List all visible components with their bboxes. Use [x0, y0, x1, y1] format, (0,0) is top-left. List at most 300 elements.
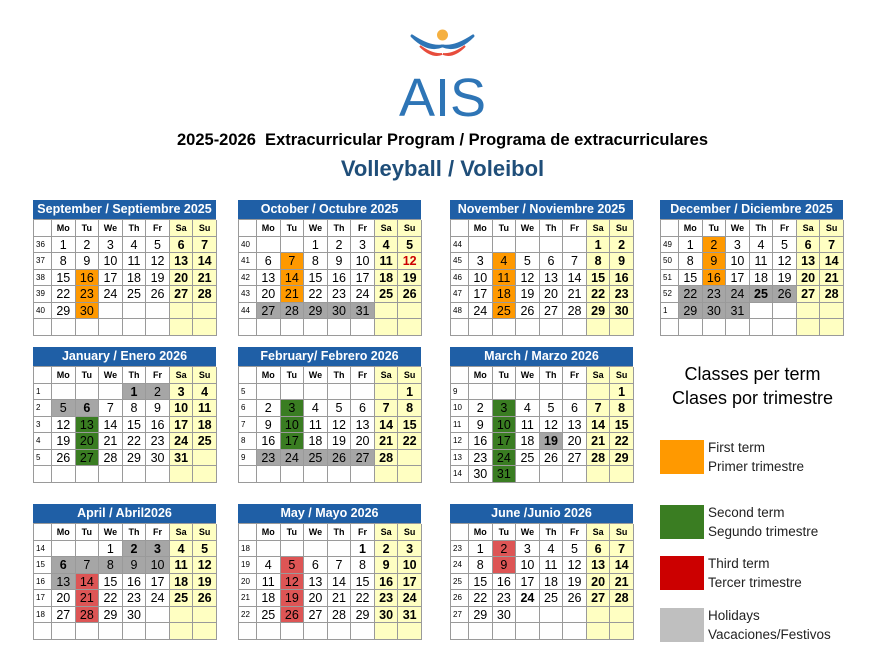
empty-cell: [281, 319, 305, 336]
day-cell: 16: [146, 417, 170, 434]
day-cell: 11: [375, 253, 399, 270]
day-cell: 8: [304, 253, 328, 270]
day-cell: 21: [328, 590, 352, 607]
day-cell: 11: [123, 253, 147, 270]
day-cell: 3: [170, 384, 194, 401]
week-number: 49: [661, 237, 679, 254]
empty-cell: [52, 541, 76, 558]
day-cell: 4: [170, 541, 194, 558]
week-number: 42: [239, 270, 257, 287]
day-cell: 14: [610, 557, 634, 574]
empty-cell: [99, 303, 123, 320]
empty-cell: [773, 319, 797, 336]
empty-cell: [328, 623, 352, 640]
day-cell: 26: [146, 286, 170, 303]
day-cell: 26: [398, 286, 422, 303]
day-cell: 20: [587, 574, 611, 591]
day-cell: 2: [328, 237, 352, 254]
weekday-header: Th: [540, 220, 564, 237]
week-number: 40: [239, 237, 257, 254]
day-cell: 19: [540, 433, 564, 450]
empty-cell: [76, 319, 100, 336]
week-number-header: [239, 367, 257, 384]
day-cell: 21: [375, 433, 399, 450]
day-cell: 2: [493, 541, 517, 558]
weekday-header: Tu: [76, 524, 100, 541]
day-cell: 19: [328, 433, 352, 450]
day-cell: 28: [820, 286, 844, 303]
week-number: 15: [34, 557, 52, 574]
day-cell: 1: [469, 541, 493, 558]
day-cell: 9: [76, 253, 100, 270]
empty-cell: [281, 623, 305, 640]
day-cell: 10: [146, 557, 170, 574]
empty-cell: [540, 237, 564, 254]
day-cell: 13: [587, 557, 611, 574]
day-cell: 20: [351, 433, 375, 450]
day-cell: 20: [52, 590, 76, 607]
day-cell: 16: [328, 270, 352, 287]
day-cell: 30: [328, 303, 352, 320]
empty-cell: [304, 384, 328, 401]
day-cell: 28: [587, 450, 611, 467]
weekday-header: Th: [540, 367, 564, 384]
day-cell: 13: [304, 574, 328, 591]
day-cell: 18: [540, 574, 564, 591]
week-number: 14: [34, 541, 52, 558]
empty-cell: [516, 237, 540, 254]
day-cell: 30: [469, 466, 493, 483]
day-cell: 2: [375, 541, 399, 558]
day-cell: 27: [52, 607, 76, 624]
day-cell: 14: [587, 417, 611, 434]
empty-cell: [257, 466, 281, 483]
day-cell: 7: [99, 400, 123, 417]
week-number: 1: [661, 303, 679, 320]
day-cell: 22: [469, 590, 493, 607]
weekday-header: Sa: [375, 220, 399, 237]
weekday-header: Th: [123, 524, 147, 541]
day-cell: 26: [328, 450, 352, 467]
day-cell: 26: [193, 590, 217, 607]
legend-label: First term: [708, 440, 765, 455]
week-number: 50: [661, 253, 679, 270]
day-cell: 15: [610, 417, 634, 434]
day-cell: 6: [170, 237, 194, 254]
day-cell: 26: [516, 303, 540, 320]
month-header: September / Septiembre 2025: [33, 200, 216, 219]
empty-cell: [257, 541, 281, 558]
day-cell: 28: [193, 286, 217, 303]
empty-cell: [398, 450, 422, 467]
day-cell: 28: [375, 450, 399, 467]
legend-swatch-first-term: [660, 440, 704, 474]
week-number: 23: [451, 541, 469, 558]
day-cell: 22: [52, 286, 76, 303]
day-cell: 23: [76, 286, 100, 303]
empty-cell: [328, 466, 352, 483]
day-cell: 22: [99, 590, 123, 607]
empty-cell: [375, 303, 399, 320]
day-cell: 5: [146, 237, 170, 254]
month-grid: [450, 219, 633, 336]
day-cell: 4: [750, 237, 774, 254]
week-number: 10: [451, 400, 469, 417]
day-cell: 4: [516, 400, 540, 417]
day-cell: 25: [257, 607, 281, 624]
page-subtitle: Volleyball / Voleibol: [340, 156, 545, 181]
empty-cell: [351, 319, 375, 336]
day-cell: 18: [516, 433, 540, 450]
empty-cell: [398, 466, 422, 483]
legend-swatch-second-term: [660, 505, 704, 539]
month-calendar: [33, 504, 216, 640]
week-number: 1: [34, 384, 52, 401]
legend-label: Tercer trimestre: [708, 575, 802, 590]
day-cell: 4: [540, 541, 564, 558]
week-number-header: [34, 524, 52, 541]
day-cell: 30: [703, 303, 727, 320]
day-cell: 4: [304, 400, 328, 417]
week-number: [661, 319, 679, 336]
empty-cell: [398, 319, 422, 336]
month-header: November / Noviembre 2025: [450, 200, 633, 219]
day-cell: 25: [516, 450, 540, 467]
month-header: December / Diciembre 2025: [660, 200, 843, 219]
day-cell: 17: [493, 433, 517, 450]
empty-cell: [52, 623, 76, 640]
day-cell: 1: [99, 541, 123, 558]
day-cell: 8: [587, 253, 611, 270]
day-cell: 26: [52, 450, 76, 467]
weekday-header: Th: [328, 367, 352, 384]
day-cell: 24: [726, 286, 750, 303]
month-header: January / Enero 2026: [33, 347, 216, 366]
empty-cell: [516, 623, 540, 640]
empty-cell: [170, 607, 194, 624]
day-cell: 23: [257, 450, 281, 467]
empty-cell: [563, 623, 587, 640]
day-cell: 12: [563, 557, 587, 574]
day-cell: 7: [328, 557, 352, 574]
day-cell: 2: [610, 237, 634, 254]
day-cell: 27: [587, 590, 611, 607]
day-cell: 13: [52, 574, 76, 591]
week-number: [34, 319, 52, 336]
week-number: 44: [451, 237, 469, 254]
weekday-header: Mo: [52, 367, 76, 384]
empty-cell: [820, 319, 844, 336]
day-cell: 3: [469, 253, 493, 270]
month-header: June /Junio 2026: [450, 504, 633, 523]
day-cell: 28: [328, 607, 352, 624]
empty-cell: [540, 623, 564, 640]
day-cell: 7: [587, 400, 611, 417]
day-cell: 3: [398, 541, 422, 558]
weekday-header: Fr: [351, 524, 375, 541]
day-cell: 11: [170, 557, 194, 574]
day-cell: 22: [304, 286, 328, 303]
legend-swatch-holidays: [660, 608, 704, 642]
weekday-header: Mo: [469, 524, 493, 541]
day-cell: 19: [563, 574, 587, 591]
empty-cell: [99, 623, 123, 640]
page-title: 2025-2026 Extracurricular Program / Programa de extracurriculares: [176, 131, 709, 149]
empty-cell: [99, 319, 123, 336]
empty-cell: [610, 466, 634, 483]
day-cell: 27: [540, 303, 564, 320]
day-cell: 9: [375, 557, 399, 574]
empty-cell: [281, 466, 305, 483]
day-cell: 19: [281, 590, 305, 607]
day-cell: 27: [351, 450, 375, 467]
day-cell: 6: [52, 557, 76, 574]
day-cell: 29: [99, 607, 123, 624]
day-cell: 16: [76, 270, 100, 287]
empty-cell: [123, 303, 147, 320]
empty-cell: [493, 623, 517, 640]
empty-cell: [170, 623, 194, 640]
day-cell: 3: [281, 400, 305, 417]
month-header: March / Marzo 2026: [450, 347, 633, 366]
day-cell: 23: [493, 590, 517, 607]
empty-cell: [679, 319, 703, 336]
day-cell: 19: [516, 286, 540, 303]
day-cell: 13: [170, 253, 194, 270]
empty-cell: [820, 303, 844, 320]
week-number: [34, 623, 52, 640]
day-cell: 17: [726, 270, 750, 287]
weekday-header: Mo: [52, 524, 76, 541]
month-grid: [33, 523, 216, 640]
empty-cell: [328, 319, 352, 336]
day-cell: 2: [146, 384, 170, 401]
weekday-header: Mo: [679, 220, 703, 237]
day-cell: 28: [610, 590, 634, 607]
legend-item-first-term: [660, 440, 850, 480]
day-cell: 5: [540, 400, 564, 417]
empty-cell: [304, 466, 328, 483]
day-cell: 25: [193, 433, 217, 450]
weekday-header: Su: [610, 220, 634, 237]
empty-cell: [587, 384, 611, 401]
day-cell: 7: [563, 253, 587, 270]
month-grid: [238, 366, 421, 483]
empty-cell: [281, 237, 305, 254]
day-cell: 15: [99, 574, 123, 591]
empty-cell: [587, 319, 611, 336]
empty-cell: [750, 303, 774, 320]
day-cell: 5: [516, 253, 540, 270]
day-cell: 25: [493, 303, 517, 320]
day-cell: 6: [76, 400, 100, 417]
empty-cell: [99, 384, 123, 401]
weekday-header: We: [99, 367, 123, 384]
week-number: [34, 466, 52, 483]
weekday-header: Mo: [257, 220, 281, 237]
legend-label: Vacaciones/Festivos: [708, 627, 831, 642]
empty-cell: [469, 319, 493, 336]
weekday-header: Su: [398, 524, 422, 541]
empty-cell: [398, 303, 422, 320]
day-cell: 9: [257, 417, 281, 434]
day-cell: 12: [398, 253, 422, 270]
empty-cell: [610, 607, 634, 624]
week-number: 46: [451, 270, 469, 287]
legend-label: Segundo trimestre: [708, 524, 819, 539]
empty-cell: [304, 541, 328, 558]
day-cell: 8: [398, 400, 422, 417]
day-cell: 20: [257, 286, 281, 303]
week-number-header: [451, 220, 469, 237]
weekday-header: We: [726, 220, 750, 237]
empty-cell: [540, 319, 564, 336]
weekday-header: Su: [398, 220, 422, 237]
weekday-header: We: [304, 524, 328, 541]
day-cell: 17: [516, 574, 540, 591]
day-cell: 30: [146, 450, 170, 467]
week-number: 44: [239, 303, 257, 320]
week-number-header: [451, 367, 469, 384]
day-cell: 25: [540, 590, 564, 607]
empty-cell: [469, 623, 493, 640]
day-cell: 18: [375, 270, 399, 287]
week-number: 20: [239, 574, 257, 591]
empty-cell: [351, 384, 375, 401]
day-cell: 22: [587, 286, 611, 303]
day-cell: 28: [76, 607, 100, 624]
day-cell: 24: [469, 303, 493, 320]
legend-item-holidays: [660, 608, 850, 648]
empty-cell: [540, 384, 564, 401]
day-cell: 24: [493, 450, 517, 467]
day-cell: 21: [76, 590, 100, 607]
day-cell: 4: [375, 237, 399, 254]
day-cell: 28: [563, 303, 587, 320]
day-cell: 8: [679, 253, 703, 270]
empty-cell: [726, 319, 750, 336]
week-number: 27: [451, 607, 469, 624]
day-cell: 15: [123, 417, 147, 434]
day-cell: 10: [516, 557, 540, 574]
day-cell: 29: [52, 303, 76, 320]
day-cell: 7: [820, 237, 844, 254]
weekday-header: Mo: [52, 220, 76, 237]
month-grid: [450, 523, 633, 640]
weekday-header: Sa: [797, 220, 821, 237]
day-cell: 15: [52, 270, 76, 287]
month-grid: [33, 219, 216, 336]
week-number: 3: [34, 417, 52, 434]
day-cell: 31: [398, 607, 422, 624]
day-cell: 24: [398, 590, 422, 607]
day-cell: 20: [170, 270, 194, 287]
empty-cell: [540, 466, 564, 483]
weekday-header: We: [516, 220, 540, 237]
empty-cell: [146, 607, 170, 624]
week-number: 5: [34, 450, 52, 467]
day-cell: 1: [52, 237, 76, 254]
day-cell: 12: [773, 253, 797, 270]
month-calendar: [238, 200, 421, 336]
day-cell: 12: [52, 417, 76, 434]
week-number: 9: [239, 450, 257, 467]
weekday-header: Sa: [170, 524, 194, 541]
day-cell: 22: [398, 433, 422, 450]
day-cell: 1: [587, 237, 611, 254]
day-cell: 23: [146, 433, 170, 450]
day-cell: 25: [123, 286, 147, 303]
month-grid: [33, 366, 216, 483]
empty-cell: [76, 623, 100, 640]
week-number: 22: [239, 607, 257, 624]
day-cell: 9: [469, 417, 493, 434]
month-grid: [660, 219, 843, 336]
day-cell: 20: [304, 590, 328, 607]
day-cell: 13: [76, 417, 100, 434]
day-cell: 15: [679, 270, 703, 287]
day-cell: 8: [52, 253, 76, 270]
day-cell: 9: [123, 557, 147, 574]
day-cell: 18: [750, 270, 774, 287]
empty-cell: [493, 384, 517, 401]
day-cell: 27: [304, 607, 328, 624]
empty-cell: [587, 623, 611, 640]
weekday-header: Tu: [281, 220, 305, 237]
empty-cell: [52, 319, 76, 336]
week-number: 18: [239, 541, 257, 558]
day-cell: 30: [76, 303, 100, 320]
week-number-header: [239, 524, 257, 541]
day-cell: 25: [750, 286, 774, 303]
day-cell: 14: [193, 253, 217, 270]
empty-cell: [52, 466, 76, 483]
day-cell: 2: [123, 541, 147, 558]
empty-cell: [516, 607, 540, 624]
weekday-header: Tu: [703, 220, 727, 237]
day-cell: 23: [610, 286, 634, 303]
weekday-header: We: [516, 524, 540, 541]
day-cell: 14: [820, 253, 844, 270]
week-number: 36: [34, 237, 52, 254]
day-cell: 18: [170, 574, 194, 591]
week-number: 25: [451, 574, 469, 591]
weekday-header: Mo: [469, 367, 493, 384]
day-cell: 15: [587, 270, 611, 287]
empty-cell: [328, 384, 352, 401]
week-number: 45: [451, 253, 469, 270]
day-cell: 31: [170, 450, 194, 467]
empty-cell: [563, 607, 587, 624]
empty-cell: [193, 450, 217, 467]
day-cell: 16: [257, 433, 281, 450]
day-cell: 2: [257, 400, 281, 417]
empty-cell: [170, 319, 194, 336]
weekday-header: Tu: [493, 524, 517, 541]
week-number: 48: [451, 303, 469, 320]
day-cell: 11: [750, 253, 774, 270]
day-cell: 30: [493, 607, 517, 624]
week-number-header: [34, 367, 52, 384]
day-cell: 29: [123, 450, 147, 467]
empty-cell: [304, 623, 328, 640]
day-cell: 29: [587, 303, 611, 320]
week-number: 21: [239, 590, 257, 607]
day-cell: 21: [820, 270, 844, 287]
day-cell: 21: [610, 574, 634, 591]
day-cell: 10: [398, 557, 422, 574]
day-cell: 21: [99, 433, 123, 450]
